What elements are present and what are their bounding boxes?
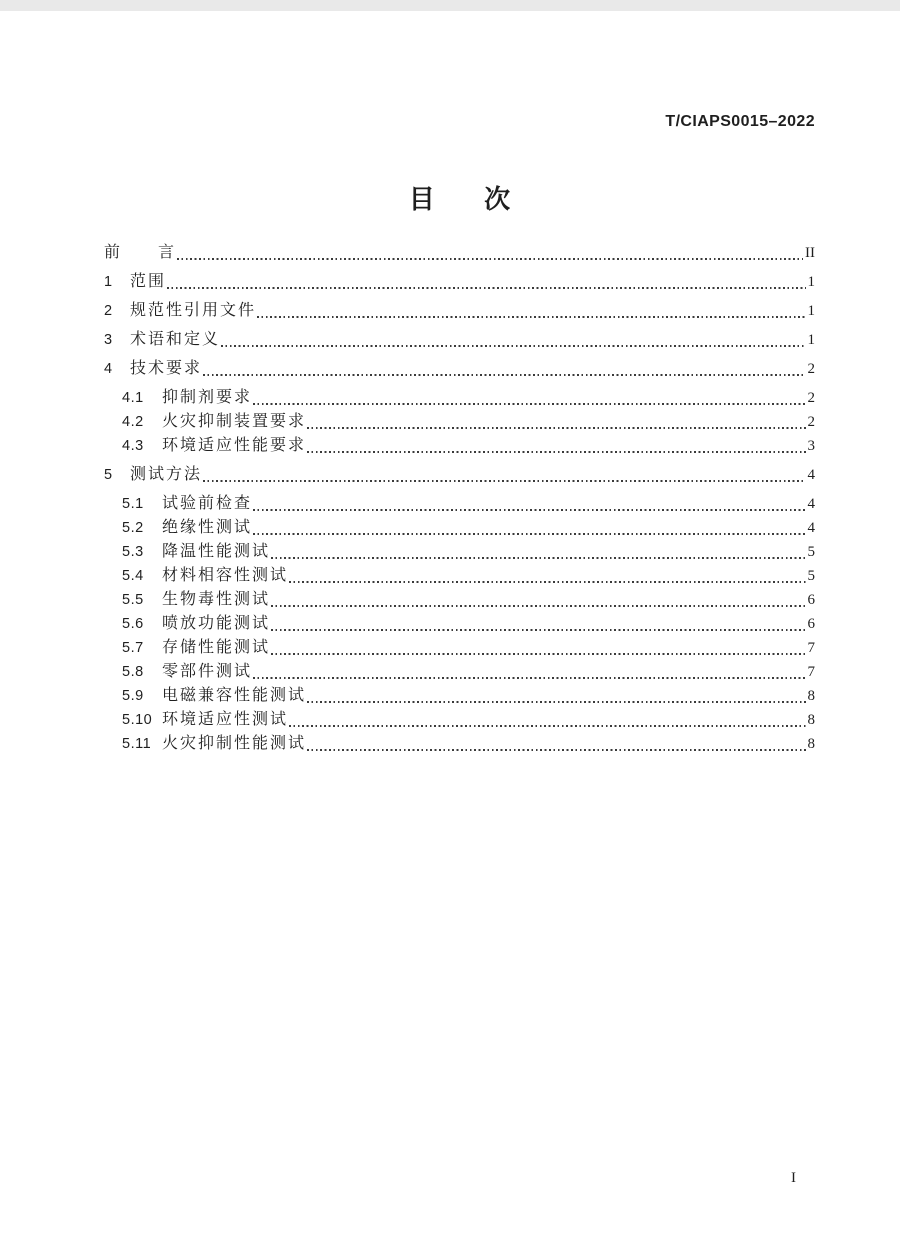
dot-leader — [271, 629, 805, 631]
page-title: 目 次 — [408, 184, 522, 215]
toc-entry — [104, 540, 815, 564]
dot-leader — [307, 427, 805, 429]
toc-entry-label: 绝缘性测试 — [162, 519, 253, 536]
toc-entry-label: 范围 — [130, 273, 167, 290]
dot-leader — [203, 480, 805, 482]
dot-leader — [203, 374, 805, 376]
dot-leader — [167, 287, 805, 289]
toc-entry-label: 环境适应性能要求 — [162, 437, 307, 454]
toc-entry — [104, 328, 815, 352]
toc-entry-label: 存储性能测试 — [162, 639, 271, 656]
toc-entry-number: 5.4 — [122, 568, 144, 584]
toc-entry-number: 1 — [104, 274, 113, 290]
toc-entry — [104, 516, 815, 540]
toc-entry-label: 火灾抑制性能测试 — [162, 735, 307, 752]
toc-entry-label: 降温性能测试 — [162, 543, 271, 560]
toc-entry-number: 4.1 — [122, 390, 144, 406]
toc-entry-number: 3 — [104, 332, 113, 348]
toc-entry-label: 零部件测试 — [162, 663, 253, 680]
dot-leader — [271, 653, 805, 655]
title-area — [104, 162, 815, 234]
toc-entry-page: 1 — [807, 303, 815, 319]
toc-entry-number: 5.2 — [122, 520, 144, 536]
toc-entry — [104, 357, 815, 381]
toc-entry-number: 5.8 — [122, 664, 144, 680]
toc-entry-number: 5.9 — [122, 688, 144, 704]
toc-entry-label: 规范性引用文件 — [130, 302, 257, 319]
toc-entry-page: 2 — [807, 390, 815, 406]
toc-entry — [104, 588, 815, 612]
dot-leader — [307, 749, 805, 751]
toc-entry-page: 5 — [807, 568, 815, 584]
toc-entry-label: 火灾抑制装置要求 — [162, 413, 307, 430]
dot-leader — [253, 403, 805, 405]
dot-leader — [253, 677, 805, 679]
toc-entry-page: 8 — [807, 712, 815, 728]
toc-entry-page: 1 — [807, 274, 815, 290]
top-strip — [0, 0, 900, 11]
dot-leader — [271, 605, 805, 607]
toc-entry — [104, 299, 815, 323]
toc-entry — [104, 463, 815, 487]
dot-leader — [177, 258, 803, 260]
toc-entry — [104, 684, 815, 708]
toc-entry-number: 5.3 — [122, 544, 144, 560]
toc-entry — [104, 564, 815, 588]
toc-entry-page: 4 — [807, 520, 815, 536]
toc-entry-number: 5.6 — [122, 616, 144, 632]
toc-entry-page: 7 — [807, 664, 815, 680]
toc-entry — [104, 241, 815, 265]
toc-entry-number: 5 — [104, 467, 113, 483]
toc-entry-page: 8 — [807, 736, 815, 752]
dot-leader — [221, 345, 805, 347]
toc-entry-number: 4 — [104, 361, 113, 377]
dot-leader — [289, 581, 805, 583]
toc-entry-number: 5.7 — [122, 640, 144, 656]
toc-entry-label: 材料相容性测试 — [162, 567, 289, 584]
toc-entry-label: 喷放功能测试 — [162, 615, 271, 632]
toc-entry-page: 8 — [807, 688, 815, 704]
toc-entry-page: 7 — [807, 640, 815, 656]
toc-entry — [104, 434, 815, 458]
toc-entry-page: 2 — [807, 361, 815, 377]
dot-leader — [307, 451, 805, 453]
toc-entry-page: 1 — [807, 332, 815, 348]
toc-entry-label: 抑制剂要求 — [162, 389, 253, 406]
toc-entry-page: 2 — [807, 414, 815, 430]
toc-entry-page: 3 — [807, 438, 815, 454]
toc-list — [104, 241, 815, 756]
dot-leader — [271, 557, 805, 559]
toc-entry — [104, 410, 815, 434]
toc-entry — [104, 732, 815, 756]
toc-entry — [104, 636, 815, 660]
toc-entry — [104, 660, 815, 684]
toc-entry-label: 技术要求 — [130, 360, 203, 377]
toc-entry-number: 5.11 — [122, 736, 152, 752]
footer-page-number: I — [791, 1170, 796, 1186]
toc-entry — [104, 492, 815, 516]
toc-entry-label: 电磁兼容性能测试 — [162, 687, 307, 704]
doc-number: T/CIAPS0015–2022 — [665, 113, 815, 130]
toc-entry — [104, 270, 815, 294]
toc-entry-page: II — [805, 245, 815, 261]
toc-entry — [104, 612, 815, 636]
toc-entry-label: 试验前检查 — [162, 495, 253, 512]
toc-entry-label: 术语和定义 — [130, 331, 221, 348]
toc-entry-page: 4 — [807, 496, 815, 512]
toc-entry-label: 环境适应性测试 — [162, 711, 289, 728]
toc-entry-label: 生物毒性测试 — [162, 591, 271, 608]
dot-leader — [289, 725, 805, 727]
toc-entry-number: 2 — [104, 303, 113, 319]
dot-leader — [253, 533, 805, 535]
dot-leader — [253, 509, 805, 511]
toc-entry-number: 5.10 — [122, 712, 153, 728]
toc-entry-page: 4 — [807, 467, 815, 483]
toc-entry-label: 前 言 — [104, 244, 177, 261]
toc-entry-page: 5 — [807, 544, 815, 560]
toc-entry-number: 5.5 — [122, 592, 144, 608]
toc-entry-number: 5.1 — [122, 496, 144, 512]
toc-entry-number: 4.2 — [122, 414, 144, 430]
dot-leader — [257, 316, 805, 318]
toc-entry — [104, 386, 815, 410]
toc-entry-page: 6 — [807, 592, 815, 608]
toc-entry-number: 4.3 — [122, 438, 144, 454]
toc-entry-page: 6 — [807, 616, 815, 632]
toc-entry — [104, 708, 815, 732]
dot-leader — [307, 701, 805, 703]
toc-entry-label: 测试方法 — [130, 466, 203, 483]
